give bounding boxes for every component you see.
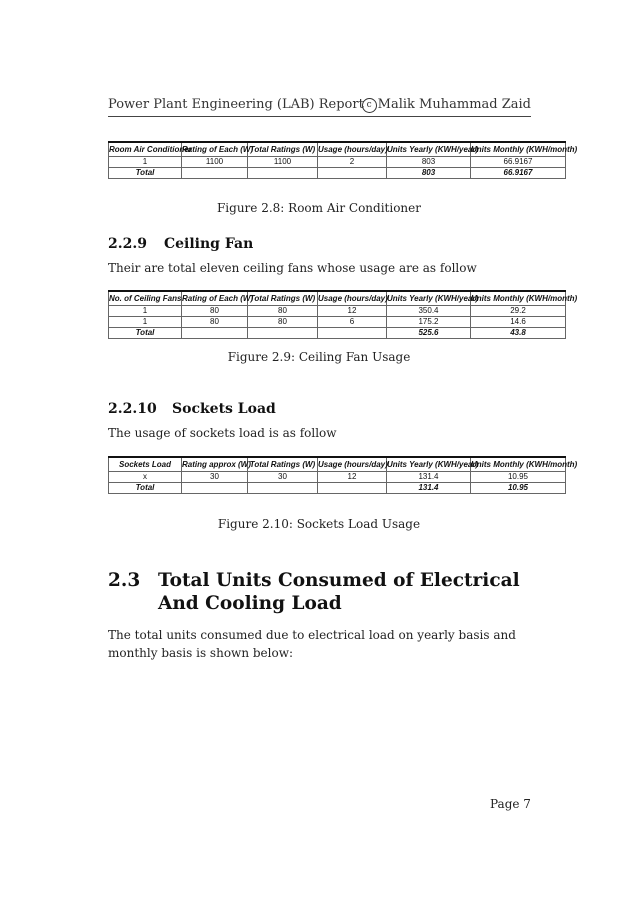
table-cell: 14.6 [471,317,566,328]
table-header-cell: Total Ratings (W) [248,457,318,472]
table-header-cell: Total Ratings (W) [248,142,318,157]
table-header-cell: Total Ratings (W) [248,291,318,306]
table-cell: 525.6 [387,328,471,339]
table-cell: x [109,472,182,483]
page-number: Page 7 [490,797,531,811]
figure-caption-2-8: Figure 2.8: Room Air Conditioner [216,201,421,215]
table-cell: 12 [318,306,387,317]
table-header-cell: Rating of Each (W) [182,291,248,306]
table-ceiling-fan [108,290,578,339]
header-author [362,97,531,113]
table-row [109,317,566,328]
table-header-cell: No. of Ceiling Fans [109,291,182,306]
table-cell: 12 [318,472,387,483]
table-cell: 350.4 [387,306,471,317]
section-heading-2-2-9 [108,236,253,252]
table-cell [248,168,318,179]
table-cell: 80 [248,317,318,328]
table-cell: 80 [248,306,318,317]
figure-caption-2-9: Figure 2.9: Ceiling Fan Usage [227,350,411,364]
table-header-cell: Usage (hours/day) [318,142,387,157]
header-author-name: Malik Muhammad Zaid [377,97,531,112]
table-cell [182,328,248,339]
table-header-cell: Sockets Load [109,457,182,472]
table-cell: 1 [109,317,182,328]
table-cell [182,483,248,494]
table-header-cell: Room Air Conditioner [109,142,182,157]
table-header-cell: Rating of Each (W) [182,142,248,157]
table-header-cell: Units Monthly (KWH/month) [471,291,566,306]
copyright-icon: c [362,98,377,113]
paragraph-sockets-load: The usage of sockets load is as follow [108,426,337,440]
table-cell: 2 [318,157,387,168]
table-cell: 1 [109,157,182,168]
table-header-row [109,291,566,306]
table-total-row [109,328,566,339]
table-cell: 131.4 [387,483,471,494]
table-header-cell: Units Monthly (KWH/month) [471,457,566,472]
section-number: 2.2.9 [108,236,147,252]
table-row [109,157,566,168]
section-heading-2-3 [108,569,531,615]
table-header-cell: Units Yearly (KWH/year) [387,142,471,157]
table-cell: 43.8 [471,328,566,339]
table-cell [318,483,387,494]
table-cell: 803 [387,168,471,179]
table-header-row [109,457,566,472]
table-cell: 29.2 [471,306,566,317]
table-cell: 1 [109,306,182,317]
table-cell: 30 [248,472,318,483]
table-cell: 175.2 [387,317,471,328]
section-number: 2.2.10 [108,401,157,417]
table-header-cell: Usage (hours/day) [318,457,387,472]
table-cell: 80 [182,317,248,328]
table-cell: Total [109,168,182,179]
table-cell [248,483,318,494]
table-cell [318,328,387,339]
header-title: Power Plant Engineering (LAB) Report [108,97,364,112]
paragraph-ceiling-fan: Their are total eleven ceiling fans whose usage are as follow [108,261,477,275]
table-cell: 803 [387,157,471,168]
table-row [109,472,566,483]
table-cell: Total [109,483,182,494]
section-title: Ceiling Fan [164,236,254,252]
paragraph-total-units: The total units consumed due to electrical load on yearly basis and monthly basis is shown below: [108,628,516,660]
table-cell: 1100 [248,157,318,168]
table-room-air-conditioner [108,141,578,179]
figure-caption-2-10: Figure 2.10: Sockets Load Usage [217,517,421,531]
table-header-cell: Units Yearly (KWH/year) [387,457,471,472]
table-cell: 6 [318,317,387,328]
table-header-cell: Units Monthly (KWH/month) [471,142,566,157]
table-cell: Total [109,328,182,339]
section-number: 2.3 [108,570,141,591]
table-header-cell: Units Yearly (KWH/year) [387,291,471,306]
table-cell: 10.95 [471,483,566,494]
table-header-cell: Rating approx (W) [182,457,248,472]
page-header [108,97,531,117]
table-cell: 80 [182,306,248,317]
table-header-row [109,142,566,157]
table-cell [318,168,387,179]
table-cell: 131.4 [387,472,471,483]
table-cell [248,328,318,339]
table-cell: 66.9167 [471,157,566,168]
table-sockets-load [108,456,578,494]
table-cell: 1100 [182,157,248,168]
section-heading-2-2-10 [108,401,276,417]
table-row [109,306,566,317]
table-total-row [109,168,566,179]
table-cell: 10.95 [471,472,566,483]
table-cell: 30 [182,472,248,483]
table-total-row [109,483,566,494]
section-title: Sockets Load [172,401,276,417]
table-header-cell: Usage (hours/day) [318,291,387,306]
section-title: Total Units Consumed of Electrical And Cooling Load [158,570,520,614]
table-cell [182,168,248,179]
table-cell: 66.9167 [471,168,566,179]
